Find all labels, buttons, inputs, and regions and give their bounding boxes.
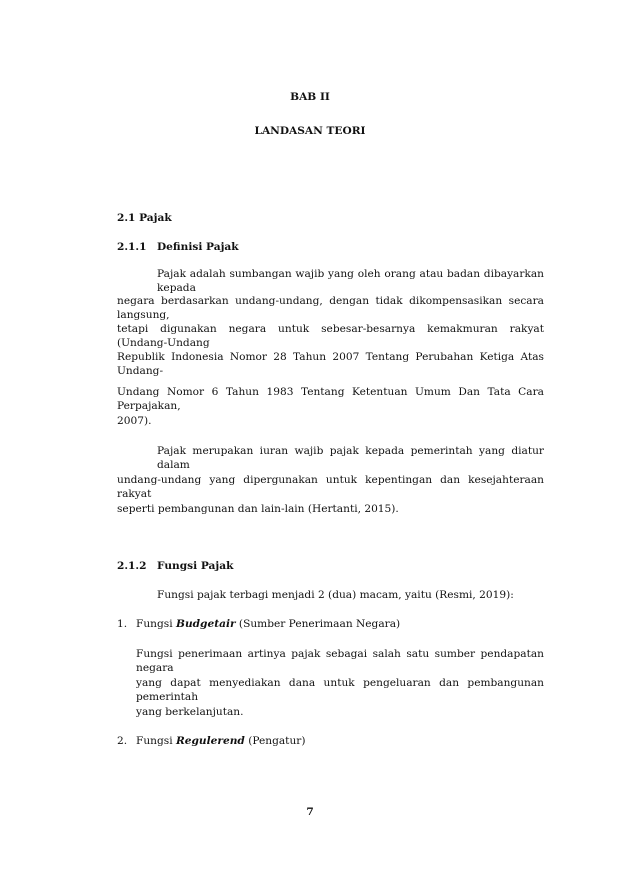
subsection-number: 2.1.1 bbox=[117, 241, 147, 253]
page-number: 7 bbox=[306, 806, 314, 818]
chapter-heading: BAB II bbox=[290, 91, 330, 103]
paragraph-line: undang-undang yang dipergunakan untuk kepentingan dan kesejahteraan rakyat bbox=[117, 474, 544, 500]
list-item-line: yang dapat menyediakan dana untuk pengeluaran dan pembangunan pemerintah bbox=[136, 677, 544, 703]
paragraph-line: Fungsi pajak terbagi menjadi 2 (dua) macam, yaitu (Resmi, 2019): bbox=[157, 589, 514, 601]
paragraph-line: Pajak adalah sumbangan wajib yang oleh orang atau badan dibayarkan kepada bbox=[157, 268, 544, 294]
subsection-title: Definisi Pajak bbox=[157, 241, 239, 253]
chapter-title: LANDASAN TEORI bbox=[254, 125, 366, 137]
paragraph-line: Pajak merupakan iuran wajib pajak kepada pemerintah yang diatur dalam bbox=[157, 445, 544, 471]
list-item-line: Fungsi penerimaan artinya pajak sebagai salah satu sumber pendapatan negara bbox=[136, 648, 544, 674]
paragraph-line: tetapi digunakan negara untuk sebesar-besarnya kemakmuran rakyat (Undang-Undang bbox=[117, 323, 544, 349]
list-number: 2. bbox=[117, 735, 128, 747]
list-item-line: yang berkelanjutan. bbox=[136, 706, 244, 718]
paragraph-line: seperti pembangunan dan lain-lain (Hertanti, 2015). bbox=[117, 503, 399, 515]
list-item-heading: Fungsi Budgetair (Sumber Penerimaan Negara) bbox=[136, 618, 401, 630]
paragraph-line: 2007). bbox=[117, 415, 152, 427]
section-heading: 2.1 Pajak bbox=[117, 212, 172, 224]
list-item-heading: Fungsi Regulerend (Pengatur) bbox=[136, 735, 306, 747]
paragraph-line: negara berdasarkan undang-undang, dengan tidak dikompensasikan secara langsung, bbox=[117, 295, 544, 321]
paragraph-line: Republik Indonesia Nomor 28 Tahun 2007 Tentang Perubahan Ketiga Atas Undang- bbox=[117, 351, 544, 377]
list-number: 1. bbox=[117, 618, 128, 630]
paragraph-line: Undang Nomor 6 Tahun 1983 Tentang Ketentuan Umum Dan Tata Cara Perpajakan, bbox=[117, 386, 544, 412]
subsection-title: Fungsi Pajak bbox=[157, 560, 234, 572]
subsection-number: 2.1.2 bbox=[117, 560, 147, 572]
